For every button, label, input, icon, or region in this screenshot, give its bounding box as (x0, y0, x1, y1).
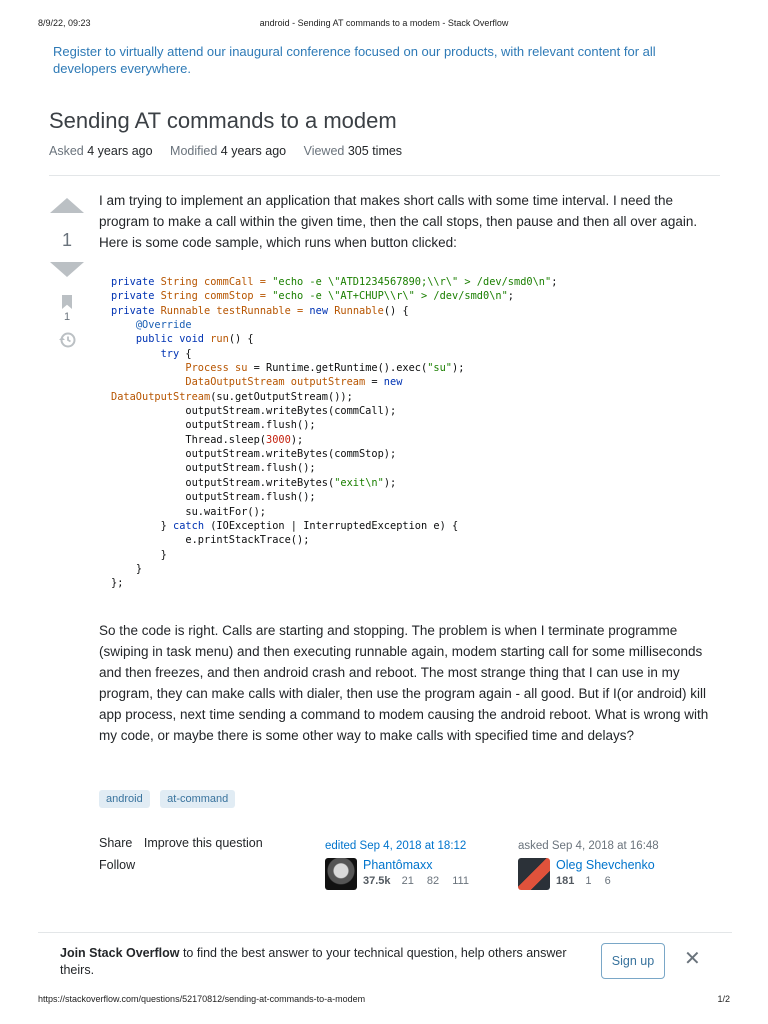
code-line-11: outputStream.flush(); (185, 419, 316, 432)
tag-list (99, 789, 241, 808)
code-line-4: @Override (135, 319, 192, 332)
asker-silver-badges: 1 (585, 875, 592, 887)
bookmark-icon[interactable] (62, 295, 72, 309)
bookmark-count: 1 (63, 311, 71, 323)
follow-link[interactable]: Follow (99, 858, 136, 872)
print-datetime: 8/9/22, 09:23 (38, 18, 91, 28)
question-paragraph-2: So the code is right. Calls are starting and stopping. The problem is when I terminate programme (swiping in task menu) and then executing runnable again, modem starting call for some milliseconds and then freezes, and then android crash and reboot. The most strange thing that I can use in my program, they can make calls with dialer, then use the program again - all good. But if I(or android) kill app process, next time sending a command to modem causing the android reboot. What is wrong with my code, or maybe there is some other way to make calls with specified time and delays? (99, 623, 709, 743)
code-line-12: Thread.sleep(3000); (185, 433, 304, 446)
editor-reputation: 37.5k (363, 875, 391, 887)
print-page-title: android - Sending AT commands to a modem - Stack Overflow (259, 18, 509, 28)
code-line-2: private String commStop = "echo -e \"AT+CHUP\\r\" > /dev/smd0\n"; (111, 290, 514, 303)
viewed-label: Viewed (303, 144, 345, 158)
history-icon[interactable] (58, 331, 76, 349)
share-link[interactable]: Share (99, 836, 133, 850)
code-line-15: outputStream.writeBytes("exit\n"); (185, 476, 397, 489)
vote-cell (46, 198, 88, 354)
code-line-22: }; (111, 577, 124, 590)
signup-bold: Join Stack Overflow (60, 946, 180, 960)
close-icon[interactable]: ✕ (684, 948, 701, 970)
tag-android[interactable]: android (99, 790, 150, 808)
viewed-value: 305 times (347, 144, 403, 158)
editor-gold-badges: 21 (401, 875, 414, 887)
post-menu (99, 836, 271, 872)
signup-bar (38, 932, 732, 990)
code-line-6: try { (160, 347, 192, 360)
conference-banner-link[interactable]: Register to virtually attend our inaugural conference focused on our products, with relevant content for all developers everywhere. (53, 44, 656, 76)
editor-signature (325, 840, 479, 890)
asker-signature (518, 840, 659, 890)
print-page-number: 1/2 (717, 994, 730, 1004)
improve-question-link[interactable]: Improve this question (143, 836, 263, 850)
code-line-18: } catch (IOException | InterruptedException e) { (160, 519, 459, 532)
asker-avatar[interactable] (518, 858, 550, 890)
code-block (111, 275, 711, 591)
code-line-16: outputStream.flush(); (185, 491, 316, 504)
tag-at-command[interactable]: at-command (160, 790, 235, 808)
editor-name[interactable]: Phantômaxx (363, 858, 433, 872)
code-line-20: } (160, 548, 167, 561)
editor-avatar[interactable] (325, 858, 357, 890)
code-line-17: su.waitFor(); (185, 505, 266, 518)
question-meta (49, 144, 416, 158)
asker-bronze-badges: 6 (604, 875, 611, 887)
modified-value[interactable]: 4 years ago (220, 144, 287, 158)
code-line-8: DataOutputStream outputStream = new (185, 376, 403, 389)
print-url: https://stackoverflow.com/questions/52170812/sending-at-commands-to-a-modem (38, 994, 366, 1004)
code-line-13: outputStream.writeBytes(commStop); (185, 448, 397, 461)
asker-reputation: 181 (556, 875, 575, 887)
code-line-9: DataOutputStream(su.getOutputStream()); (111, 390, 353, 403)
code-line-21: } (135, 562, 143, 575)
question-title[interactable]: Sending AT commands to a modem (49, 108, 397, 133)
asked-prefix: asked (518, 840, 549, 852)
code-line-3: private Runnable testRunnable = new Runnable() { (111, 304, 409, 317)
asked-value: 4 years ago (87, 144, 153, 158)
code-line-14: outputStream.flush(); (185, 462, 316, 475)
sign-up-button[interactable]: Sign up (601, 943, 665, 979)
editor-silver-badges: 82 (426, 875, 440, 887)
asked-date: Sep 4, 2018 at 16:48 (551, 840, 659, 852)
signup-body: to find the best answer to your technical question, help others answer theirs. (60, 946, 567, 977)
code-line-10: outputStream.writeBytes(commCall); (185, 405, 397, 418)
divider (49, 175, 720, 176)
signup-text (60, 945, 580, 979)
edited-link[interactable]: edited Sep 4, 2018 at 18:12 (325, 840, 467, 852)
downvote-arrow-icon[interactable] (50, 262, 84, 277)
code-line-7: Process su = Runtime.getRuntime().exec("su"); (185, 362, 465, 375)
code-line-19: e.printStackTrace(); (185, 534, 310, 547)
editor-bronze-badges: 111 (452, 875, 469, 887)
code-line-5: public void run() { (135, 333, 254, 346)
asked-label: Asked (49, 144, 84, 158)
vote-count: 1 (61, 230, 72, 250)
code-line-1: private String commCall = "echo -e \"ATD1234567890;\\r\" > /dev/smd0\n"; (111, 276, 558, 288)
modified-label: Modified (170, 144, 218, 158)
asker-name[interactable]: Oleg Shevchenko (556, 858, 655, 872)
upvote-arrow-icon[interactable] (50, 198, 84, 213)
question-paragraph-1: I am trying to implement an application that makes short calls with some time interval. I need the program to make a call within the given time, then the call stops, then pause and then all over again. Here is some code sample, which runs when button clicked: (99, 193, 698, 250)
